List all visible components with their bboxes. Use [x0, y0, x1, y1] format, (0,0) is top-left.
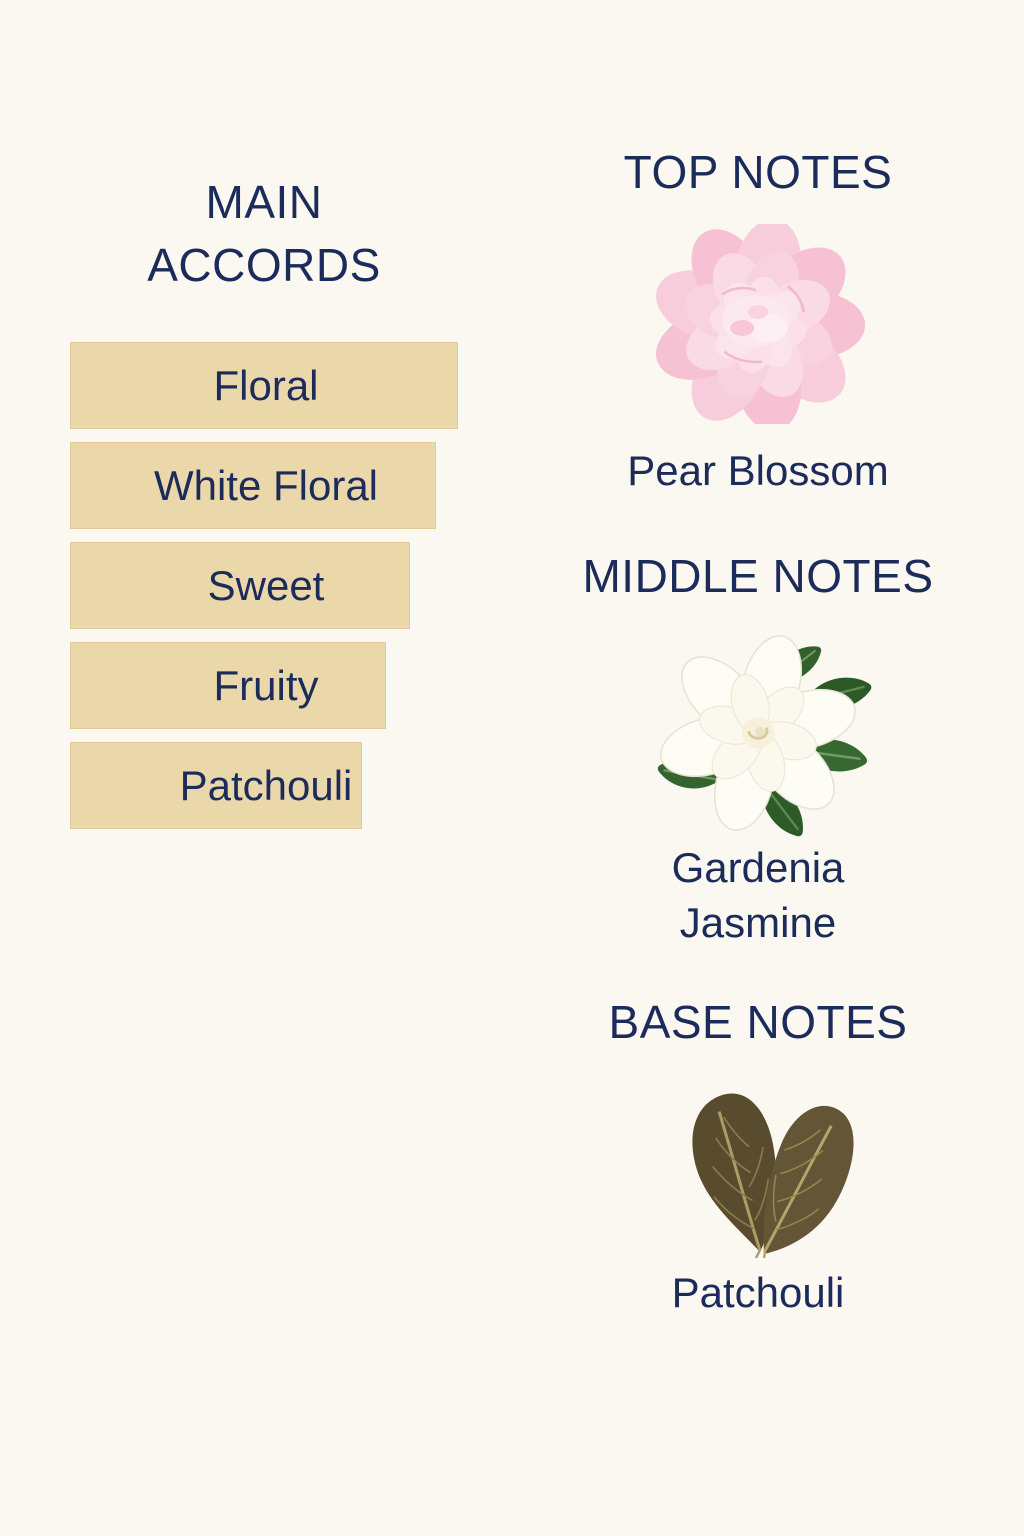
- middle-note-label-1: Gardenia: [671, 844, 845, 891]
- accord-bar-label: Patchouli: [179, 761, 353, 809]
- white-gardenia-flower-icon: [636, 630, 880, 842]
- middle-note-label-2: Jasmine: [679, 899, 837, 947]
- main-accords-title-line1: MAIN: [205, 176, 323, 228]
- accord-bar-fruity: [70, 642, 386, 729]
- middle-notes-title: MIDDLE NOTES: [582, 550, 934, 602]
- accord-bar-label: Sweet: [207, 561, 325, 609]
- accord-bar-floral: [70, 342, 458, 429]
- accord-bar-label: Floral: [213, 361, 319, 409]
- main-accords-bar-chart: [70, 342, 458, 842]
- accord-bar-sweet: [70, 542, 410, 629]
- base-notes-title: BASE NOTES: [608, 996, 908, 1048]
- white-gardenia-flower-image: [636, 630, 880, 847]
- top-notes-title: TOP NOTES: [623, 146, 893, 198]
- accord-bar-patchouli: [70, 742, 362, 829]
- pink-peony-flower-image: [639, 224, 877, 429]
- middle-note-labels: [558, 840, 958, 950]
- main-accords-title: [70, 171, 458, 297]
- base-note-label: Patchouli: [671, 1269, 845, 1316]
- main-accords-title-line2: ACCORDS: [147, 239, 381, 292]
- notes-column: [558, 0, 958, 1536]
- top-note-label: Pear Blossom: [627, 447, 889, 494]
- pink-peony-flower-icon: [639, 224, 877, 424]
- accord-bar-label: Fruity: [213, 661, 319, 709]
- accord-bar-label: White Floral: [153, 461, 379, 509]
- patchouli-leaves-icon: [660, 1060, 856, 1258]
- accord-bar-white-floral: [70, 442, 436, 529]
- patchouli-leaves-image: [660, 1060, 856, 1263]
